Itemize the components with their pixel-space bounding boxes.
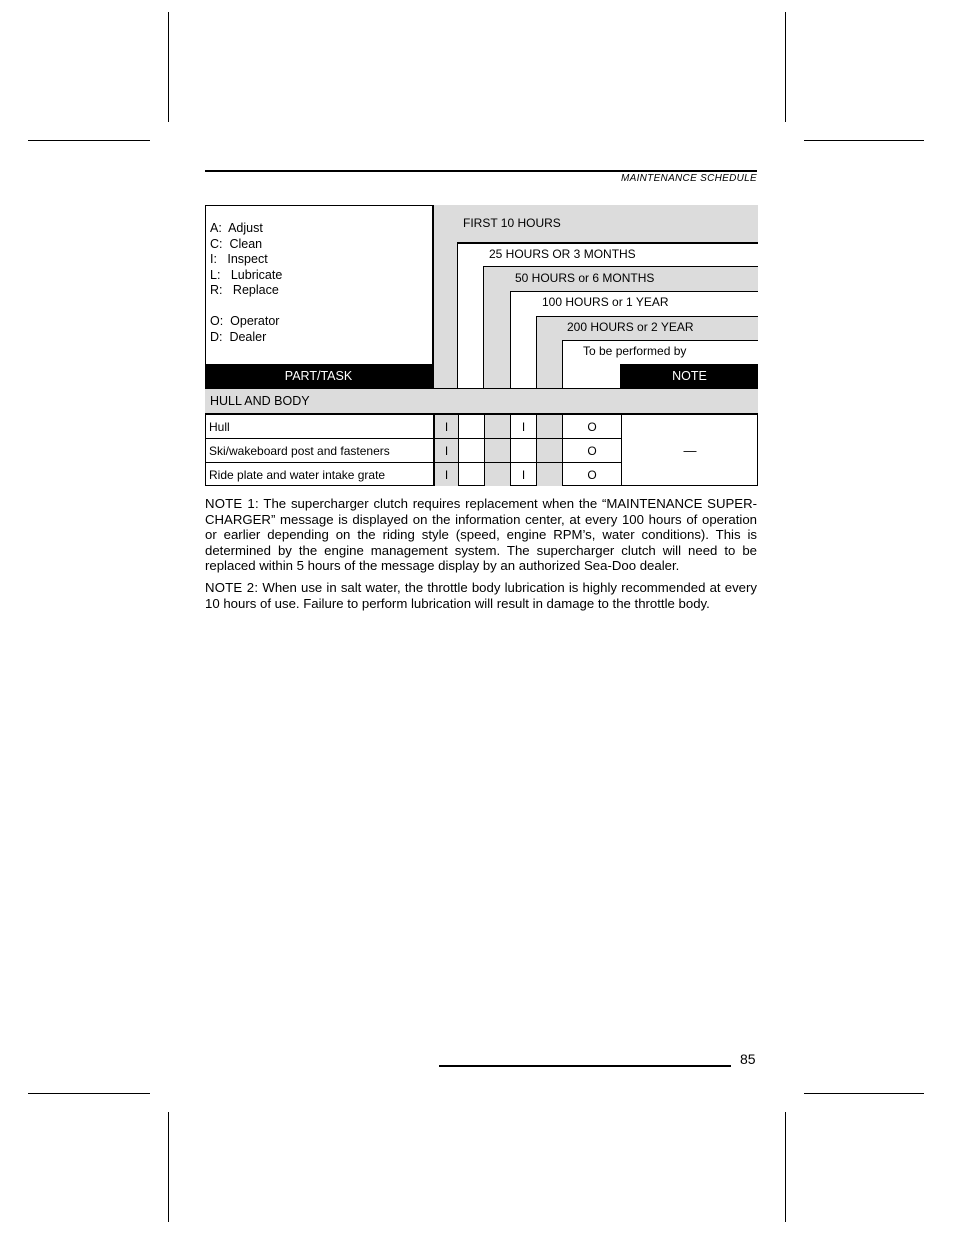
table-cell	[536, 413, 562, 438]
note-label: NOTE 1:	[205, 496, 259, 511]
crop-mark	[168, 1112, 169, 1222]
section-row: HULL AND BODY	[205, 388, 758, 413]
table-cell	[458, 413, 484, 438]
crop-mark	[28, 1093, 150, 1094]
table-cell	[536, 438, 562, 462]
performed-by-cell: O	[562, 438, 621, 462]
performed-by-cell: O	[562, 462, 621, 486]
note-text: The supercharger clutch requires replacement when the “MAINTENANCE SUPER-CHARGER” message is displayed on the information center, at every 100 hours of operation or earlier depending on the riding style (speed, engine RPM’s, water conditions). This is determined by the engine management system. The supercharger clutch will need to be replaced within 5 hours of the message display by an authorized Sea-Doo dealer.	[205, 496, 757, 574]
performed-by-cell: O	[562, 413, 621, 438]
footer-rule	[439, 1065, 731, 1067]
crop-mark	[804, 140, 924, 141]
table-cell: I	[510, 462, 536, 486]
page-number: 85	[740, 1051, 756, 1067]
interval-200-label: 200 HOURS or 2 YEAR	[567, 320, 694, 334]
crop-mark	[785, 12, 786, 122]
legend-line: D: Dealer	[210, 329, 267, 344]
maintenance-schedule-table	[205, 205, 758, 486]
table-cell	[484, 438, 510, 462]
table-cell	[536, 462, 562, 486]
crop-mark	[804, 1093, 924, 1094]
table-cell	[458, 438, 484, 462]
note-cell: —	[621, 413, 758, 486]
table-cell: I	[433, 462, 458, 486]
legend-line: L: Lubricate	[210, 267, 283, 282]
table-row-part: Ski/wakeboard post and fasteners	[205, 438, 433, 462]
legend-line: A: Adjust	[210, 221, 263, 235]
table-cell	[510, 438, 536, 462]
table-rule	[620, 364, 621, 388]
table-cell	[458, 462, 484, 486]
legend-line: R: Replace	[210, 283, 279, 297]
table-cell	[484, 462, 510, 486]
legend	[210, 221, 282, 345]
table-cell: I	[510, 413, 536, 438]
legend-line: I: Inspect	[210, 252, 268, 266]
table-row-part: Hull	[205, 413, 433, 438]
interval-100-label: 100 HOURS or 1 YEAR	[542, 295, 669, 309]
table-row-part: Ride plate and water intake grate	[205, 462, 433, 486]
header-rule	[205, 170, 757, 172]
table-cell: I	[433, 413, 458, 438]
table-cell: I	[433, 438, 458, 462]
crop-mark	[28, 140, 150, 141]
notes	[205, 496, 757, 617]
note-label: NOTE 2:	[205, 579, 259, 595]
legend-line: O: Operator	[210, 314, 280, 328]
note-paragraph	[205, 580, 757, 611]
performed-by-label: To be performed by	[583, 344, 687, 358]
crop-mark	[785, 1112, 786, 1222]
interval-first-label: FIRST 10 HOURS	[463, 216, 561, 230]
running-header: MAINTENANCE SCHEDULE	[620, 173, 757, 184]
interval-25-label: 25 HOURS OR 3 MONTHS	[489, 247, 636, 261]
interval-50-label: 50 HOURS or 6 MONTHS	[515, 271, 655, 285]
legend-line: C: Clean	[210, 236, 263, 251]
crop-mark	[168, 12, 169, 122]
part-task-header: PART/TASK	[205, 364, 432, 388]
note-header: NOTE	[621, 364, 758, 388]
note-text: When use in salt water, the throttle body lubrication is highly recommended at every 10 hours of use. Failure to perform lubrication will result in damage to the throttle body.	[205, 579, 757, 611]
table-cell	[484, 413, 510, 438]
note-paragraph	[205, 496, 757, 574]
legend-line	[210, 299, 282, 315]
